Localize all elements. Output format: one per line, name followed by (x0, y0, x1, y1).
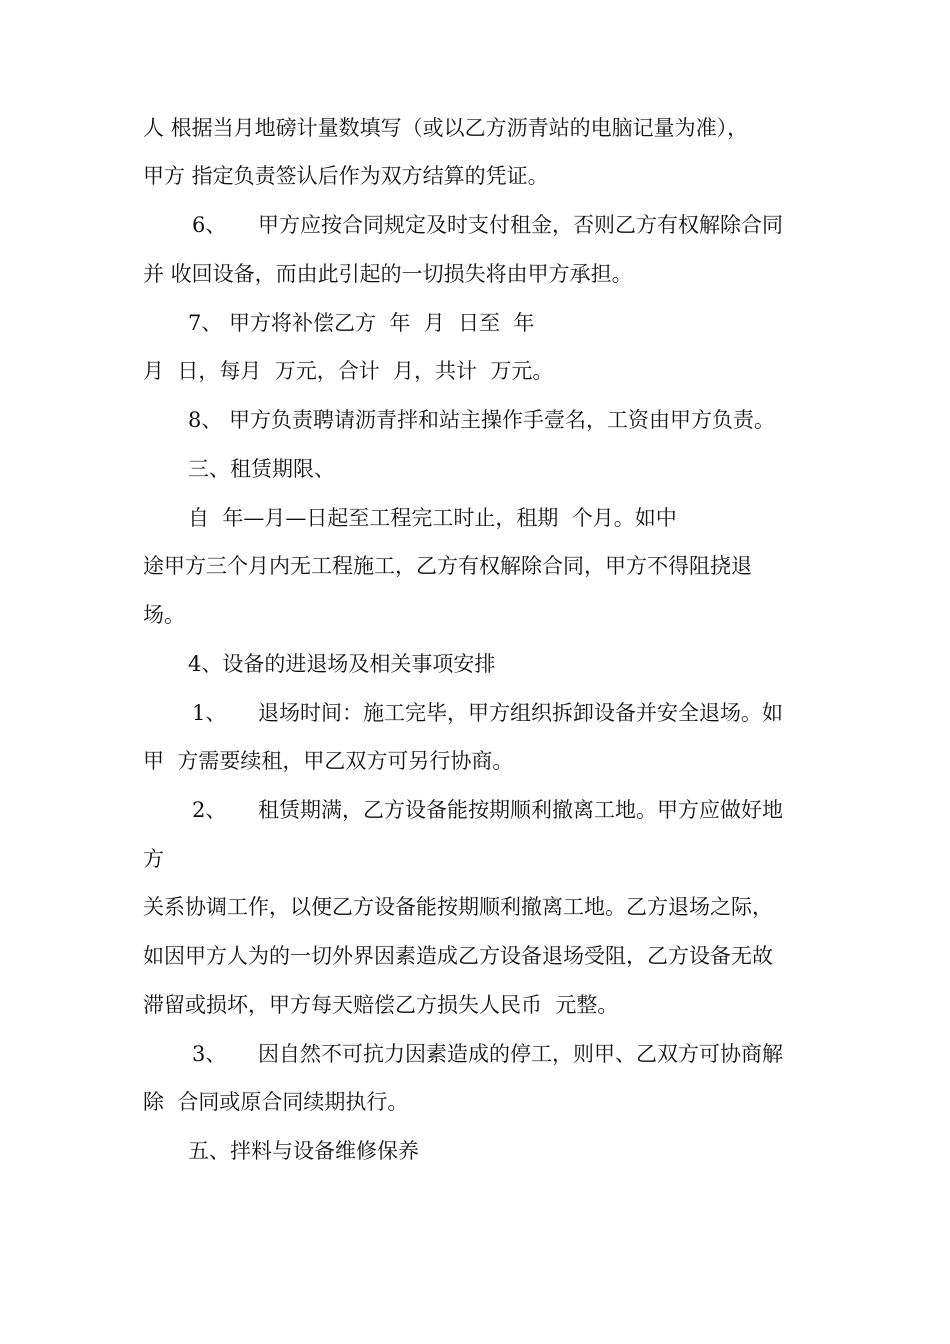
section-heading-5: 五、拌料与设备维修保养 (188, 1139, 419, 1163)
text-line-13: 租赁期满，乙方设备能按期顺利撤离工地。甲方应做好地 (258, 798, 783, 822)
text-line-9: 途甲方三个月内无工程施工，乙方有权解除合同，甲方不得阻挠退 (143, 554, 752, 578)
text-line-12: 甲 方需要续租，甲乙双方可另行协商。 (143, 749, 514, 773)
text-line-10: 场。 (143, 603, 185, 627)
text-line-18: 因自然不可抗力因素造成的停工，则甲、乙双方可协商解 (258, 1042, 783, 1066)
text-line-5: 7、 甲方将补偿乙方 年 月 日至 年 (188, 311, 535, 335)
text-line-7: 8、 甲方负责聘请沥青拌和站主操作手壹名，工资由甲方负责。 (188, 408, 776, 432)
item-number-1: 1、 (192, 701, 227, 725)
text-line-2: 甲方 指定负责签认后作为双方结算的凭证。 (143, 164, 549, 188)
text-line-4: 并 收回设备，而由此引起的一切损失将由甲方承担。 (143, 262, 633, 286)
section-heading-4: 4、设备的进退场及相关事项安排 (188, 652, 496, 676)
item-number-6: 6、 (192, 213, 227, 237)
section-heading-3: 三、租赁期限、 (188, 457, 335, 481)
text-line-14: 方 (143, 847, 164, 871)
text-line-19: 除 合同或原合同续期执行。 (143, 1090, 409, 1114)
text-line-1: 人 根据当月地磅计量数填写（或以乙方沥青站的电脑记量为准）， (143, 116, 749, 140)
text-line-6: 月 日，每月 万元，合计 月，共计 万元。 (143, 359, 554, 383)
item-number-3: 3、 (192, 1042, 227, 1066)
text-line-3: 甲方应按合同规定及时支付租金，否则乙方有权解除合同 (258, 213, 783, 237)
text-line-16: 如因甲方人为的一切外界因素造成乙方设备退场受阻，乙方设备无故 (143, 944, 773, 968)
item-number-2: 2、 (192, 798, 227, 822)
text-line-8: 自 年—月—日起至工程完工时止，租期 个月。如中 (188, 506, 677, 530)
text-line-15: 关系协调工作，以便乙方设备能按期顺利撤离工地。乙方退场之际， (143, 895, 773, 919)
text-line-17: 滞留或损坏，甲方每天赔偿乙方损失人民币 元整。 (143, 993, 619, 1017)
text-line-11: 退场时间：施工完毕，甲方组织拆卸设备并安全退场。如 (258, 701, 783, 725)
